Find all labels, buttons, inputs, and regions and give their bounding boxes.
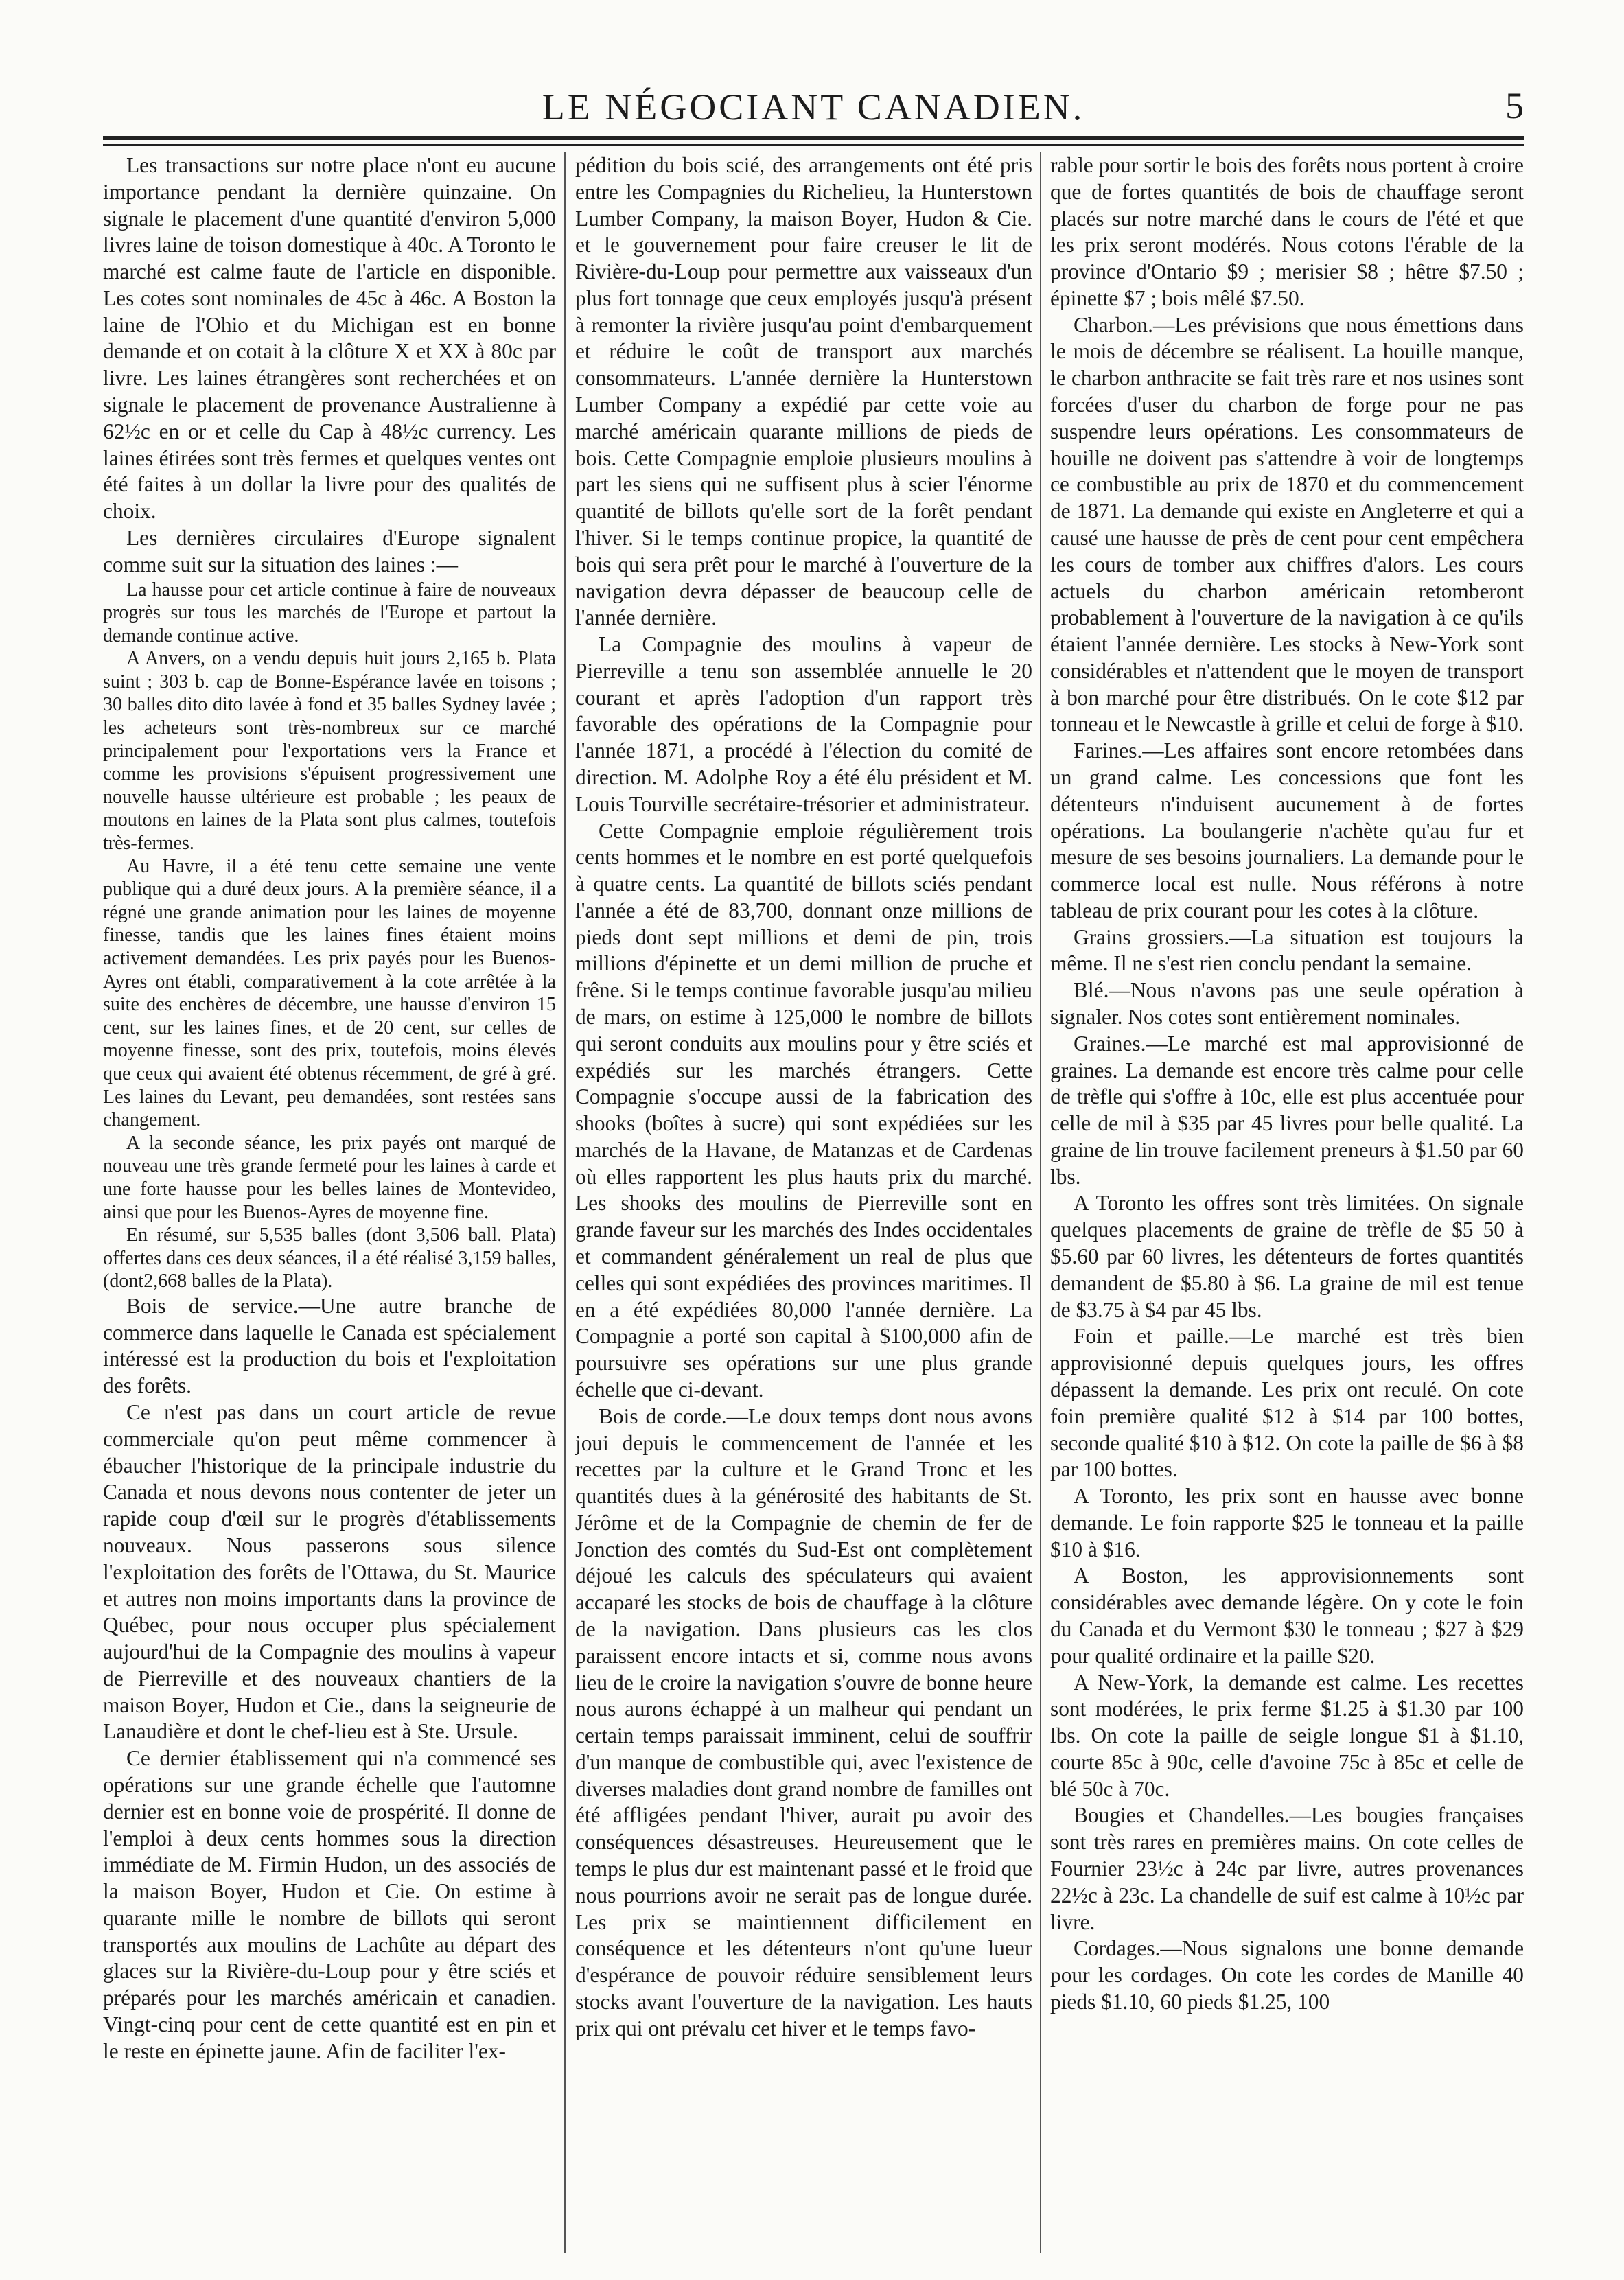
column-divider-1 (564, 152, 566, 2253)
column-divider-2 (1040, 152, 1041, 2253)
paragraph: A la seconde séance, les prix payés ont marqué de nouveau une très grande fermeté pour les laines à carde et une forte hausse pour les belles laines de Montevideo, ainsi que pour les Buenos-Ayres de moyenne fine. (103, 1132, 556, 1223)
column-1 (103, 152, 556, 2253)
page-number: 5 (1505, 85, 1524, 126)
paragraph: Au Havre, il a été tenu cette semaine une vente publique qui a duré deux jours. A la première séance, il a régné une grande animation pour les laines de moyenne finesse, tandis que les laines fines étaient moins activement demandées. Les prix payés pour les Buenos-Ayres ont établi, comparativement à la cote arrêtée à la suite des enchères de décembre, une hausse d'environ 15 cent, sur les laines fines, et de 20 cent, sur celles de moyenne finesse, sont des prix, toutefois, moins élevés que ceux qui avaient été obtenus récemment, de gré à gré. Les laines du Levant, peu demandées, sont restées sans changement. (103, 855, 556, 1131)
paragraph: A New-York, la demande est calme. Les recettes sont modérées, le prix ferme $1.25 à $1.30 par 100 lbs. On cote la paille de seigle longue $1 à $1.10, courte 85c à 90c, celle d'avoine 75c à 85c et celle de blé 50c à 70c. (1050, 1670, 1524, 1801)
paragraph: Ce n'est pas dans un court article de revue commerciale qu'on peut même commencer à ébaucher l'historique de la principale industrie du Canada et nous devons nous contenter de jeter un rapide coup d'œil sur le progrès d'établissements nouveaux. Nous passerons sous silence l'exploitation des forêts de l'Ottawa, du St. Maurice et autres non moins importants dans la province de Québec, pour nous occuper plus spécialement aujourd'hui de la Compagnie des moulins à vapeur de Pierreville et des nouveaux chantiers de la maison Boyer, Hudon et Cie., dans la seigneurie de Lanaudière et dont le chef-lieu est à Ste. Ursule. (103, 1400, 556, 1744)
paragraph: La Compagnie des moulins à vapeur de Pierreville a tenu son assemblée annuelle le 20 courant et après l'adoption d'un rapport très favorable des opérations de la Compagnie pour l'année 1871, a procédé à l'élection du comité de direction. M. Adolphe Roy a été élu président et M. Louis Tourville secrétaire-trésorier et administrateur. (575, 632, 1032, 816)
paragraph: Cordages.—Nous signalons une bonne demande pour les cordages. On cote les cordes de Manille 40 pieds $1.10, 60 pieds $1.25, 100 (1050, 1936, 1524, 2014)
header-rule-thick (103, 136, 1524, 140)
paragraph: A Anvers, on a vendu depuis huit jours 2,165 b. Plata suint ; 303 b. cap de Bonne-Espérance lavée en toisons ; 30 balles dito dito lavée à fond et 35 balles Sydney lavée ; les acheteurs sont très-nombreux sur ce marché principalement pour l'exportations vers la France et comme les provisions s'épuisent progressivement une nouvelle hausse ultérieure est probable ; les peaux de moutons en laines de la Plata sont plus calmes, toutefois très-fermes. (103, 648, 556, 854)
header-rule-thin (103, 144, 1524, 146)
paragraph: Graines.—Le marché est mal approvisionné de graines. La demande est encore très calme pour celle de trèfle qui s'offre à 10c, elle est plus accentuée pour celle de mil à $35 par 45 livres pour belle qualité. La graine de lin trouve facilement preneurs à $1.50 par 60 lbs. (1050, 1031, 1524, 1189)
column-3 (1050, 152, 1524, 2253)
newspaper-title: LE NÉGOCIANT CANADIEN. (542, 86, 1085, 128)
paragraph: Bois de service.—Une autre branche de commerce dans laquelle le Canada est spécialement intéressé est la production du bois et l'exploitation des forêts. (103, 1293, 556, 1398)
paragraph: En résumé, sur 5,535 balles (dont 3,506 ball. Plata) offertes dans ces deux séances, il a été réalisé 3,159 balles, (dont2,668 balles de la Plata). (103, 1224, 556, 1292)
paragraph: Ce dernier établissement qui n'a commencé ses opérations sur une grande échelle que l'automne dernier est en bonne voie de prospérité. Il donne de l'emploi à deux cents hommes sous la direction immédiate de M. Firmin Hudon, un des associés de la maison Boyer, Hudon et Cie. On estime à quarante mille le nombre de billots qui seront transportés aux moulins de Lachûte au départ des glaces sur la Rivière-du-Loup pour y être sciés et préparés pour les marchés américain et canadien. Vingt-cinq pour cent de cette quantité est en pin et le reste en épinette jaune. Afin de faciliter l'ex- (103, 1746, 556, 2063)
paragraph: Bougies et Chandelles.—Les bougies françaises sont très rares en premières mains. On cote celles de Fournier 23½c à 24c par livre, autres provenances 22½c à 23c. La chandelle de suif est calme à 10½c par livre. (1050, 1803, 1524, 1934)
masthead (103, 79, 1524, 141)
paragraph: La hausse pour cet article continue à faire de nouveaux progrès sur tous les marchés de l'Europe et partout la demande continue active. (103, 579, 556, 647)
paragraph: Les transactions sur notre place n'ont eu aucune importance pendant la dernière quinzaine. On signale le placement d'une quantité d'environ 5,000 livres laine de toison domestique à 40c. A Toronto le marché est calme faute de l'article en disponible. Les cotes sont nominales de 45c à 46c. A Boston la laine de l'Ohio et du Michigan est en bonne demande et on cotait à la clôture X et XX à 80c par livre. Les laines étrangères sont recherchées et on signale le placement de provenance Australienne à 62½c en or et celle du Cap à 48½c currency. Les laines étirées sont très fermes et quelques ventes ont été faites à un dollar la livre pour des qualités de choix. (103, 153, 556, 524)
paragraph: Les dernières circulaires d'Europe signalent comme suit sur la situation des laines :— (103, 525, 556, 577)
column-2 (575, 152, 1032, 2253)
paragraph: Cette Compagnie emploie régulièrement trois cents hommes et le nombre en est porté quelquefois à quatre cents. La quantité de billots sciés pendant l'année a été de 83,700, donnant onze millions de pieds dont sept millions et demi de pin, trois millions d'épinette et un demi million de pruche et frêne. Si le temps continue favorable jusqu'au milieu de mars, on estime à 125,000 le nombre de billots qui seront conduits aux moulins pour y être sciés et expédiés sur les marchés étrangers. Cette Compagnie s'occupe aussi de la fabrication des shooks (boîtes à sucre) qui sont expédiées sur les marchés de la Havane, de Matanzas et de Cardenas où elles rapportent les plus hauts prix du marché. Les shooks des moulins de Pierreville sont en grande faveur sur les marchés des Indes occidentales et commandent généralement un real de plus que celles qui sont expédiées des provinces maritimes. Il en a été expédiées 80,000 l'année dernière. La Compagnie a porté son capital à $100,000 afin de poursuivre ses opérations sur une plus grande échelle que ci-devant. (575, 818, 1032, 1401)
paragraph: rable pour sortir le bois des forêts nous portent à croire que de fortes quantités de bois de chauffage seront placés sur notre marché dans le cours de l'été et que les prix seront modérés. Nous cotons l'érable de la province d'Ontario $9 ; merisier $8 ; hêtre $7.50 ; épinette $7 ; bois mêlé $7.50. (1050, 153, 1524, 310)
paragraph: Grains grossiers.—La situation est toujours la même. Il ne s'est rien conclu pendant la semaine. (1050, 924, 1524, 976)
paragraph: Foin et paille.—Le marché est très bien approvisionné depuis quelques jours, les offres dépassent la demande. Les prix ont reculé. On cote foin première qualité $12 à $14 par 100 bottes, seconde qualité $10 à $12. On cote la paille de $6 à $8 par 100 bottes. (1050, 1324, 1524, 1482)
paragraph: Blé.—Nous n'avons pas une seule opération à signaler. Nos cotes sont entièrement nominales. (1050, 978, 1524, 1029)
paragraph: A Toronto les offres sont très limitées. On signale quelques placements de graine de trèfle de $5 50 à $5.60 par 60 livres, les détenteurs de fortes quantités demandent de $5.80 à $6. La graine de mil est tenue de $3.75 à $4 par 45 lbs. (1050, 1191, 1524, 1322)
paragraph: pédition du bois scié, des arrangements ont été pris entre les Compagnies du Richelieu, la Hunterstown Lumber Company, la maison Boyer, Hudon & Cie. et le gouvernement pour faire creuser le lit de Rivière-du-Loup pour permettre aux vaisseaux d'un plus fort tonnage que ceux employés jusqu'à présent à remonter la rivière jusqu'au point d'embarquement et réduire le coût de transport aux marchés consommateurs. L'année dernière la Hunterstown Lumber Company a expédié par cette voie au marché américain quarante millions de pieds de bois. Cette Compagnie emploie plusieurs moulins à part les siens qui ne suffisent plus à scier l'énorme quantité de billots qu'elle sort de la forêt pendant l'hiver. Si le temps continue propice, la quantité de bois qui sera prêt pour le marché à l'ouverture de la navigation devra dépasser de beaucoup celle de l'année dernière. (575, 153, 1032, 630)
paragraph: Farines.—Les affaires sont encore retombées dans un grand calme. Les concessions que font les détenteurs n'induisent aucunement à de fortes opérations. La boulangerie n'achète qu'au fur et mesure de ses besoins journaliers. La demande pour le commerce local est nulle. Nous référons à notre tableau de prix courant pour les cotes à la clôture. (1050, 738, 1524, 922)
paragraph: Bois de corde.—Le doux temps dont nous avons joui depuis le commencement de l'année et les recettes par la culture et le Grand Tronc et les quantités dues à la générosité des habitants de St. Jérôme et de la Compagnie de chemin de fer de Jonction des comtés du Sud-Est ont complètement déjoué les calculs des spéculateurs qui avaient accaparé les stocks de bois de chauffage à la clôture de la navigation. Dans plusieurs cas les clos paraissent encore intacts et si, comme nous avons lieu de le croire la navigation s'ouvre de bonne heure nous aurons échappé à un malheur qui pendant un certain temps paraissait imminent, celui de souffrir d'un manque de combustible qui, avec l'existence de diverses maladies dont grand nombre de familles ont été affligées pendant l'hiver, aurait pu avoir des conséquences désastreuses. Heureusement que le temps le plus dur est maintenant passé et le froid que nous pourrions avoir ne serait pas de longue durée. Les prix se maintiennent difficilement en conséquence et les détenteurs n'ont qu'une lueur d'espérance de pouvoir réduire sensiblement leurs stocks avant l'ouverture de la navigation. Les hauts prix qui ont prévalu cet hiver et le temps favo- (575, 1404, 1032, 2040)
paragraph: Charbon.—Les prévisions que nous émettions dans le mois de décembre se réalisent. La houille manque, le charbon anthracite se fait très rare et nos usines sont forcées d'user du charbon de forge pour ne pas suspendre leurs opérations. Les consommateurs de houille ne doivent pas s'attendre à voir de longtemps ce combustible au prix de 1870 et du commencement de 1871. La demande qui existe en Angleterre et qui a causé une hausse de près de cent pour cent empêchera les cours de tomber aux chiffres d'alors. Les cours actuels du charbon américain retomberont probablement à l'ouverture de la navigation à ce qu'ils étaient l'année dernière. Les stocks à New-York sont considérables et n'attendent que le moyen de transport à bon marché pour être distribués. On le cote $12 par tonneau et le Newcastle à grille et celui de forge à $10. (1050, 312, 1524, 736)
paragraph: A Boston, les approvisionnements sont considérables avec demande légère. On y cote le foin du Canada et du Vermont $30 le tonneau ; $27 à $29 pour qualité ordinaire et la paille $20. (1050, 1563, 1524, 1668)
paragraph: A Toronto, les prix sont en hausse avec bonne demande. Le foin rapporte $25 le tonneau et la paille $10 à $16. (1050, 1484, 1524, 1561)
